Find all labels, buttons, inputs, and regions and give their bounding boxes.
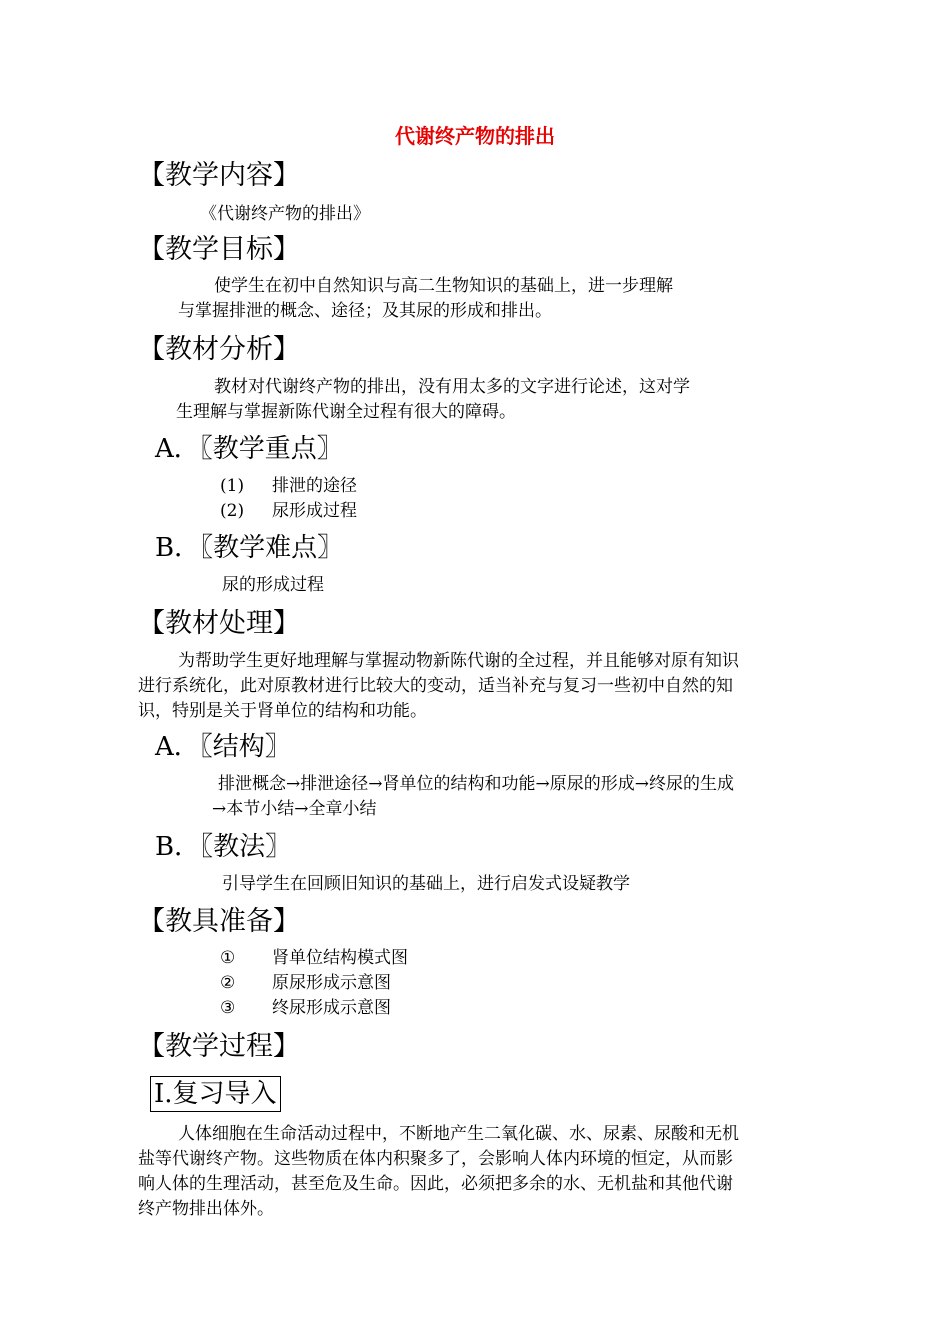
teaching-goals-line-1: 使学生在初中自然知识与高二生物知识的基础上，进一步理解 xyxy=(214,276,673,296)
structure-line-1: 排泄概念→排泄途径→肾单位的结构和功能→原尿的形成→终尿的生成 xyxy=(218,774,734,794)
heading-teaching-content: 【教学内容】 xyxy=(138,160,300,191)
material-analysis-line-2: 生理解与掌握新陈代谢全过程有很大的障碍。 xyxy=(176,402,516,422)
process-line-3: 响人体的生理活动，甚至危及生命。因此，必须把多余的水、无机盐和其他代谢 xyxy=(138,1174,733,1194)
heading-difficult-points: B．〖教学难点〗 xyxy=(155,533,344,563)
teaching-content-text: 《代谢终产物的排出》 xyxy=(200,204,370,224)
heading-teaching-aids: 【教具准备】 xyxy=(138,906,300,937)
process-line-2: 盐等代谢终产物。这些物质在体内积聚多了，会影响人体内环境的恒定，从而影 xyxy=(138,1149,733,1169)
material-processing-line-1: 为帮助学生更好地理解与掌握动物新陈代谢的全过程，并且能够对原有知识 xyxy=(178,651,739,671)
key-point-item: (1) 排泄的途径 xyxy=(220,476,357,496)
heading-key-points: A．〖教学重点〗 xyxy=(155,434,343,464)
heading-material-analysis: 【教材分析】 xyxy=(138,334,300,365)
document-title: 代谢终产物的排出 xyxy=(395,124,555,148)
teaching-aid-item: ① 肾单位结构模式图 xyxy=(220,948,408,968)
teaching-method-text: 引导学生在回顾旧知识的基础上，进行启发式设疑教学 xyxy=(222,874,630,894)
key-point-item: (2) 尿形成过程 xyxy=(220,501,357,521)
teaching-aid-item: ② 原尿形成示意图 xyxy=(220,973,391,993)
review-intro-heading: Ⅰ.复习导入 xyxy=(150,1076,281,1112)
material-processing-line-2: 进行系统化，此对原教材进行比较大的变动，适当补充与复习一些初中自然的知 xyxy=(138,676,733,696)
difficult-point-text: 尿的形成过程 xyxy=(222,575,324,595)
material-analysis-line-1: 教材对代谢终产物的排出，没有用太多的文字进行论述，这对学 xyxy=(214,377,690,397)
heading-material-processing: 【教材处理】 xyxy=(138,608,300,639)
structure-line-2: →本节小结→全章小结 xyxy=(212,799,377,819)
process-line-4: 终产物排出体外。 xyxy=(138,1199,274,1219)
heading-teaching-process: 【教学过程】 xyxy=(138,1031,300,1062)
process-line-1: 人体细胞在生命活动过程中，不断地产生二氧化碳、水、尿素、尿酸和无机 xyxy=(178,1124,739,1144)
heading-teaching-method: B．〖教法〗 xyxy=(155,832,292,862)
material-processing-line-3: 识，特别是关于肾单位的结构和功能。 xyxy=(138,701,427,721)
teaching-goals-line-2: 与掌握排泄的概念、途径；及其尿的形成和排出。 xyxy=(178,301,552,321)
heading-teaching-goals: 【教学目标】 xyxy=(138,234,300,265)
heading-structure: A．〖结构〗 xyxy=(155,732,291,762)
teaching-aid-item: ③ 终尿形成示意图 xyxy=(220,998,391,1018)
